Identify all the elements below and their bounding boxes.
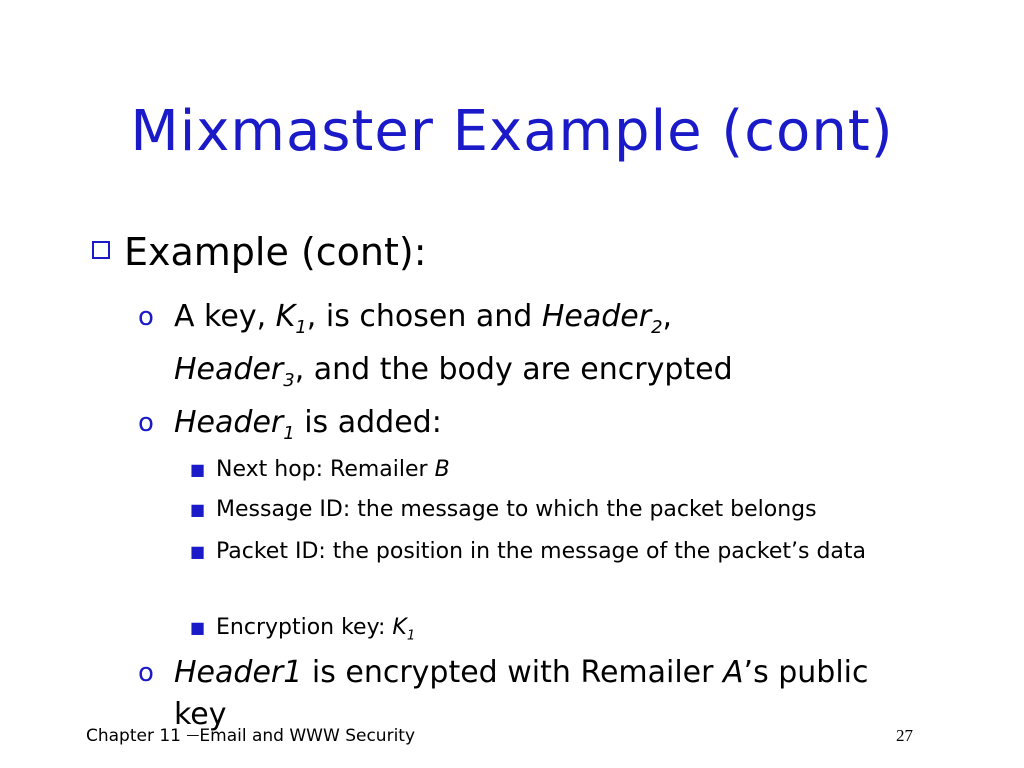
square-bullet-icon [92, 241, 110, 259]
square-small-bullet-icon: ■ [190, 460, 206, 479]
bullet-level2-header-encrypted [138, 652, 918, 736]
footer-chapter: Chapter 11 —Email and WWW Security [86, 726, 416, 746]
bullet-level3-packet-id [190, 536, 950, 568]
footer-dash: — [186, 728, 200, 743]
bullet-level3-text: Next hop: Remailer B [216, 457, 450, 482]
bullet-level2-text: Header$_1$ is added: [174, 405, 442, 444]
bullet-level2-text: Header1 is encrypted with Remailer A’s public key [174, 655, 869, 732]
bullet-level3-text: Message ID: the message to which the packet belongs [216, 497, 817, 522]
bullet-level1-text: Example (cont): [124, 230, 427, 274]
bullet-level2-text: A key, $K_1$, is chosen and Header$_2$, Header$_3$, and the body are encrypted [174, 299, 733, 391]
bullet-level2-header-added [138, 402, 918, 455]
circle-bullet-icon: o [138, 408, 154, 438]
slide-title: Mixmaster Example (cont) [130, 99, 894, 164]
circle-bullet-icon: o [138, 658, 154, 688]
bullet-level3-text: Encryption key: $K_1$ [216, 615, 416, 644]
square-small-bullet-icon: ■ [190, 542, 206, 561]
bullet-level3-encryption-key [190, 612, 950, 652]
square-small-bullet-icon: ■ [190, 618, 206, 637]
slide-page-number: 27 [896, 726, 913, 745]
bullet-level3-message-id [190, 494, 950, 526]
bullet-level3-next-hop [190, 454, 950, 486]
bullet-level2-key-chosen [138, 296, 918, 402]
square-small-bullet-icon: ■ [190, 500, 206, 519]
bullet-level3-text: Packet ID: the position in the message of the packet’s data [216, 539, 866, 564]
bullet-level1 [92, 228, 427, 276]
circle-bullet-icon: o [138, 302, 154, 332]
